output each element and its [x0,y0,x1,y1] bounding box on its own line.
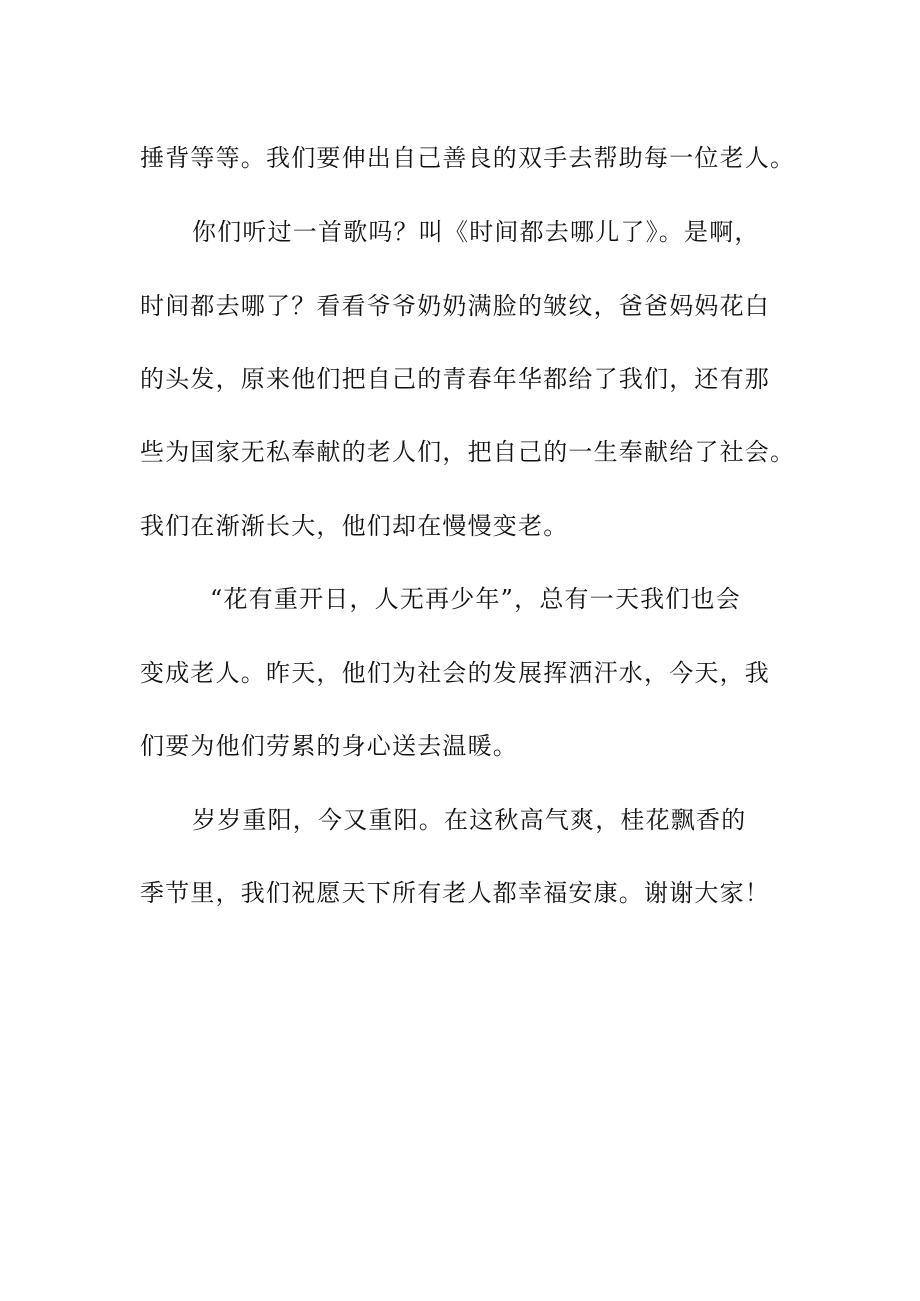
text-line-8: 变成老人。昨天，他们为社会的发展挥洒汗水，今天，我 [140,659,770,687]
text-line-4: 的头发，原来他们把自己的青春年华都给了我们，还有那 [140,365,770,393]
text-line-10: 岁岁重阳，今又重阳。在这秋高气爽，桂花飘香的 [192,806,747,834]
text-line-1: 捶背等等。我们要伸出自己善良的双手去帮助每一位老人。 [140,144,796,172]
text-line-2: 你们听过一首歌吗？叫《时间都去哪儿了》。是啊， [192,218,760,246]
text-line-9: 们要为他们劳累的身心送去温暖。 [140,732,518,760]
text-line-6: 我们在渐渐长大，他们却在慢慢变老。 [140,512,569,540]
text-line-5: 些为国家无私奉献的老人们，把自己的一生奉献给了社会。 [140,438,796,466]
text-line-3: 时间都去哪了？看看爷爷奶奶满脸的皱纹，爸爸妈妈花白 [140,292,770,320]
text-line-11: 季节里，我们祝愿天下所有老人都幸福安康。谢谢大家！ [140,879,770,907]
text-line-7: “花有重开日，人无再少年”，总有一天我们也会 [210,585,741,613]
